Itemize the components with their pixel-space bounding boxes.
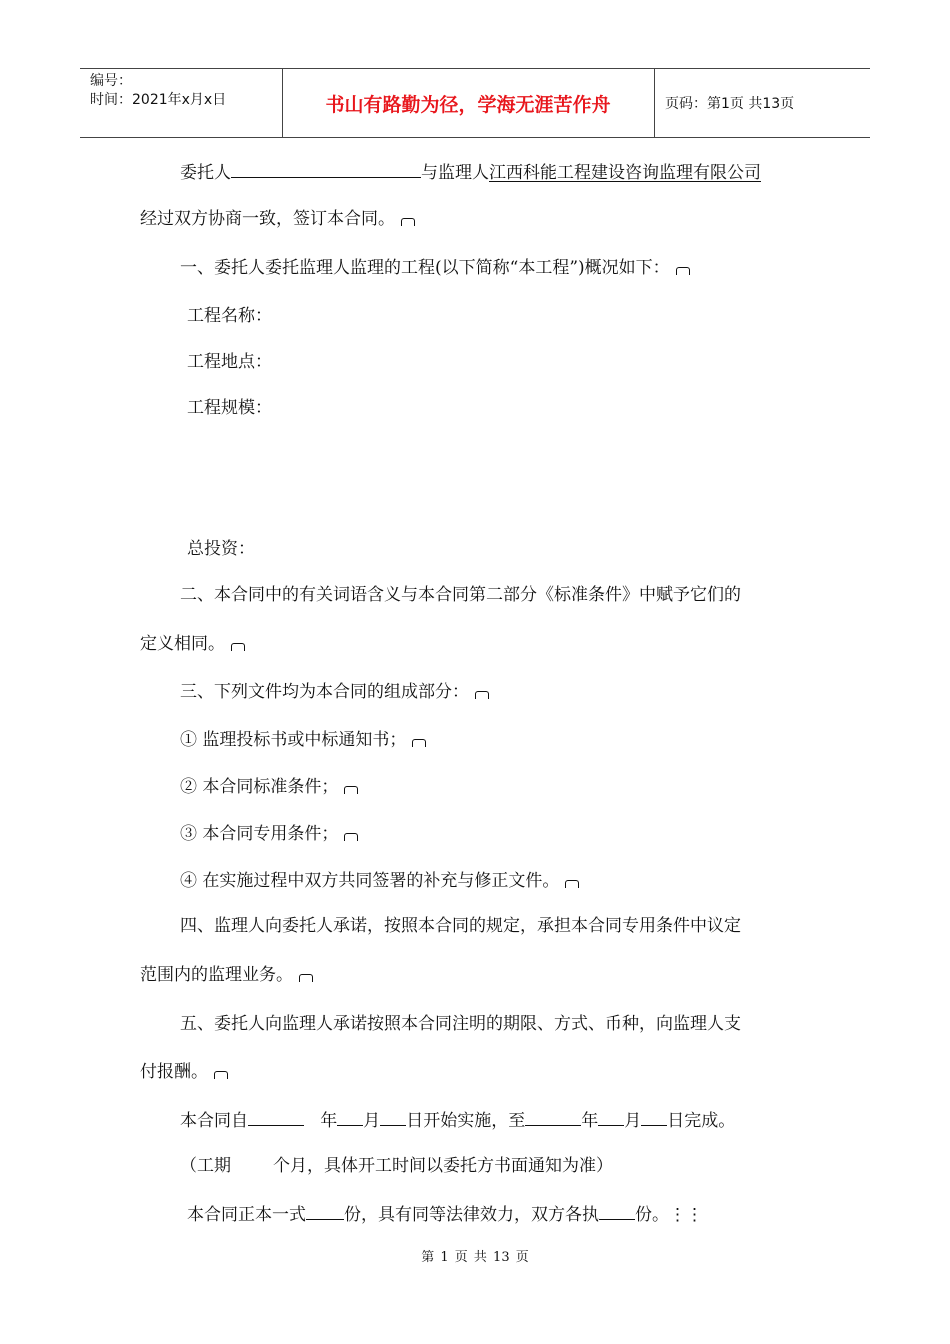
date-blank <box>248 1108 304 1126</box>
section-5-cont <box>140 1061 228 1083</box>
header-divider <box>654 69 655 137</box>
copies-end: 份。 <box>635 1205 669 1225</box>
date-blank <box>525 1108 581 1126</box>
paragraph-mark-icon <box>231 643 245 651</box>
date-blank <box>598 1108 624 1126</box>
project-name: 工程名称： <box>187 306 272 326</box>
supervisor-label: 与监理人 <box>421 163 489 183</box>
header-meta <box>90 72 226 110</box>
date-month2-label: 月 <box>624 1111 642 1131</box>
paragraph-mark-icon <box>565 880 579 888</box>
copies-label: 本合同正本一式 <box>187 1205 306 1225</box>
list-item <box>180 776 358 798</box>
list-item <box>180 823 358 845</box>
header-page-info: 页码：第1页 共13页 <box>665 96 795 112</box>
paragraph-mark-icon <box>214 1071 228 1079</box>
supervisor-company: 江西科能工程建设咨询监理有限公司 <box>489 163 761 183</box>
list-item-text: ③ 本合同专用条件； <box>180 824 339 844</box>
list-item <box>180 870 579 892</box>
section-4-cont <box>140 964 313 986</box>
list-item-text: ② 本合同标准条件； <box>180 777 339 797</box>
contract-copies <box>187 1202 703 1226</box>
date-blank <box>641 1108 667 1126</box>
section-5: 五、委托人向监理人承诺按照本合同注明的期限、方式、币种，向监理人支 <box>180 1014 741 1034</box>
header-table <box>80 68 870 138</box>
section-1-text: 一、委托人委托监理人监理的工程(以下简称“本工程”)概况如下： <box>180 258 670 278</box>
paragraph-mark-icon <box>344 833 358 841</box>
section-2: 二、本合同中的有关词语含义与本合同第二部分《标准条件》中赋予它们的 <box>180 585 741 605</box>
copies-blank <box>599 1202 635 1220</box>
paragraph-mark-icon <box>412 739 426 747</box>
date-blank <box>337 1108 363 1126</box>
list-item-text: ④ 在实施过程中双方共同签署的补充与修正文件。 <box>180 871 560 891</box>
period-open: （工期 <box>180 1156 231 1176</box>
section-3 <box>180 681 489 703</box>
paragraph-mark-icon <box>676 267 690 275</box>
copies-blank <box>306 1202 344 1220</box>
work-period <box>180 1155 613 1177</box>
section-1 <box>180 257 690 279</box>
date-day-start-label: 日开始实施，至 <box>406 1111 526 1131</box>
project-site: 工程地点： <box>187 352 272 372</box>
contract-dates <box>180 1108 735 1132</box>
project-scale: 工程规模： <box>187 398 272 418</box>
list-item-text: ① 监理投标书或中标通知书； <box>180 730 407 750</box>
header-time: 时间：2021年x月x日 <box>90 92 227 108</box>
section-4-cont-text: 范围内的监理业务。 <box>140 965 293 985</box>
section-2-cont <box>140 633 245 655</box>
date-month-label: 月 <box>363 1111 381 1131</box>
section-5-cont-text: 付报酬。 <box>140 1062 208 1082</box>
copies-tail: ⋮⋮ <box>669 1205 703 1225</box>
paragraph-mark-icon <box>344 786 358 794</box>
list-item <box>180 729 426 751</box>
page-footer: 第 1 页 共 13 页 <box>421 1250 529 1265</box>
section-2-cont-text: 定义相同。 <box>140 634 225 654</box>
date-year2-label: 年 <box>581 1111 599 1131</box>
paragraph-mark-icon <box>299 974 313 982</box>
period-text: 个月，具体开工时间以委托方书面通知为准） <box>273 1156 613 1176</box>
header-number: 编号： <box>90 73 132 89</box>
paragraph-mark-icon <box>475 691 489 699</box>
date-blank <box>380 1108 406 1126</box>
para-parties <box>180 160 761 184</box>
date-year-label: 年 <box>320 1111 338 1131</box>
copies-text: 份，具有同等法律效力，双方各执 <box>344 1205 599 1225</box>
section-4: 四、监理人向委托人承诺，按照本合同的规定，承担本合同专用条件中议定 <box>180 916 741 936</box>
date-start-label: 本合同自 <box>180 1111 248 1131</box>
client-blank <box>231 160 421 178</box>
para-agreement <box>140 208 415 230</box>
paragraph-mark-icon <box>401 218 415 226</box>
section-3-text: 三、下列文件均为本合同的组成部分： <box>180 682 469 702</box>
total-investment: 总投资： <box>187 539 255 559</box>
date-end-label: 日完成。 <box>667 1111 736 1131</box>
client-label: 委托人 <box>180 163 231 183</box>
agreement-text: 经过双方协商一致，签订本合同。 <box>140 209 395 229</box>
header-motto: 书山有路勤为径，学海无涯苦作舟 <box>325 93 611 116</box>
